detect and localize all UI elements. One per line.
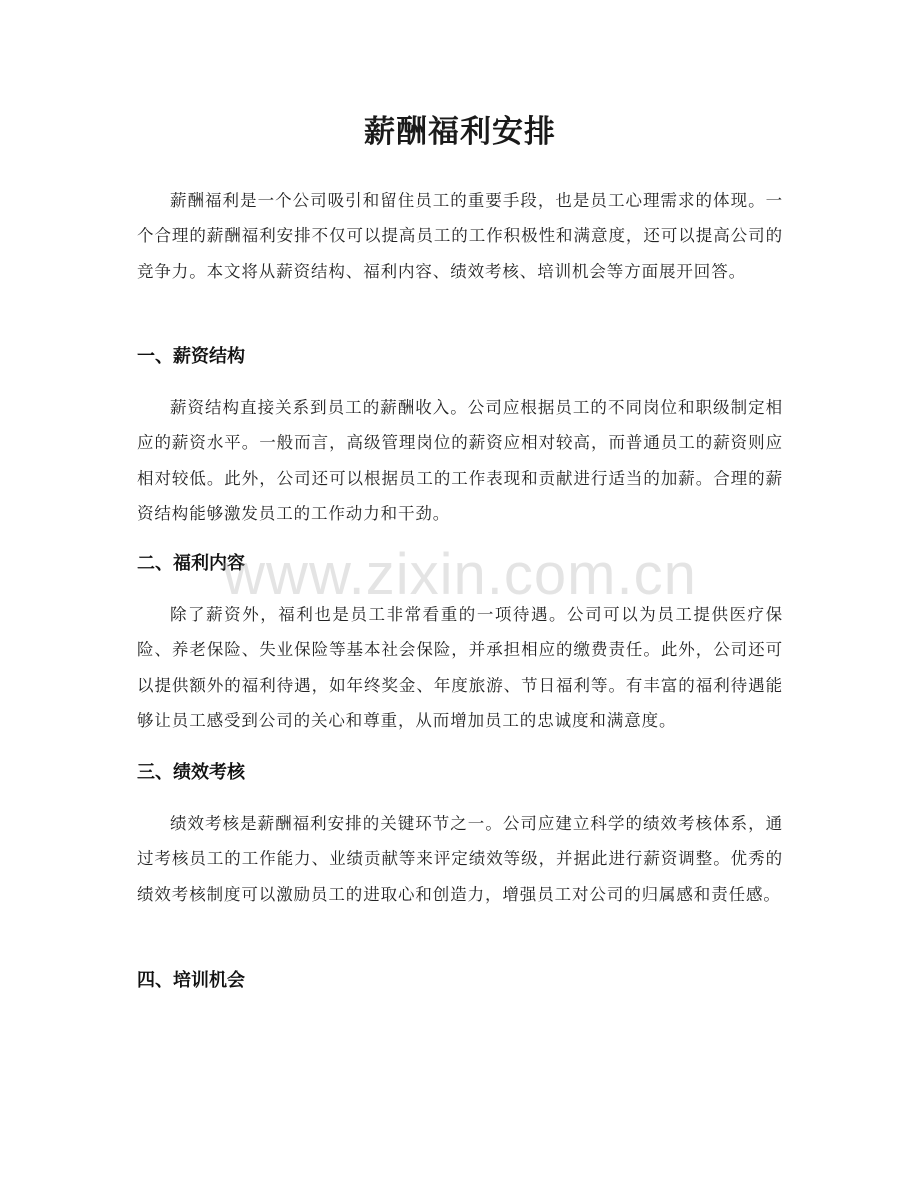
section-heading-salary-structure: 一、薪资结构: [137, 346, 245, 367]
section-body-benefits: 除了薪资外，福利也是员工非常看重的一项待遇。公司可以为员工提供医疗保险、养老保险、失业保险等基本社会保险，并承担相应的缴费责任。此外，公司还可以提供额外的福利待遇，如年终奖金、年度旅游、节日福利等。有丰富的福利待遇能够让员工感受到公司的关心和尊重，从而增加员工的忠诚度和满意度。: [137, 605, 783, 731]
watermark: www.zixin.com.cn: [223, 542, 697, 607]
section-body-performance: 绩效考核是薪酬福利安排的关键环节之一。公司应建立科学的绩效考核体系，通过考核员工的工作能力、业绩贡献等来评定绩效等级，并据此进行薪资调整。优秀的绩效考核制度可以激励员工的进取心和创造力，增强员工对公司的归属感和责任感。: [137, 814, 783, 904]
section-heading-performance: 三、绩效考核: [137, 762, 245, 783]
intro-paragraph: 薪酬福利是一个公司吸引和留住员工的重要手段，也是员工心理需求的体现。一个合理的薪酬福利安排不仅可以提高员工的工作积极性和满意度，还可以提高公司的竞争力。本文将从薪资结构、福利内容、绩效考核、培训机会等方面展开回答。: [137, 191, 783, 281]
document-title: 薪酬福利安排: [364, 114, 556, 150]
section-heading-benefits: 二、福利内容: [137, 553, 245, 574]
section-body-salary-structure: 薪资结构直接关系到员工的薪酬收入。公司应根据员工的不同岗位和职级制定相应的薪资水平。一般而言，高级管理岗位的薪资应相对较高，而普通员工的薪资则应相对较低。此外，公司还可以根据员工的工作表现和贡献进行适当的加薪。合理的薪资结构能够激发员工的工作动力和干劲。: [137, 398, 783, 524]
section-heading-training: 四、培训机会: [137, 970, 245, 991]
